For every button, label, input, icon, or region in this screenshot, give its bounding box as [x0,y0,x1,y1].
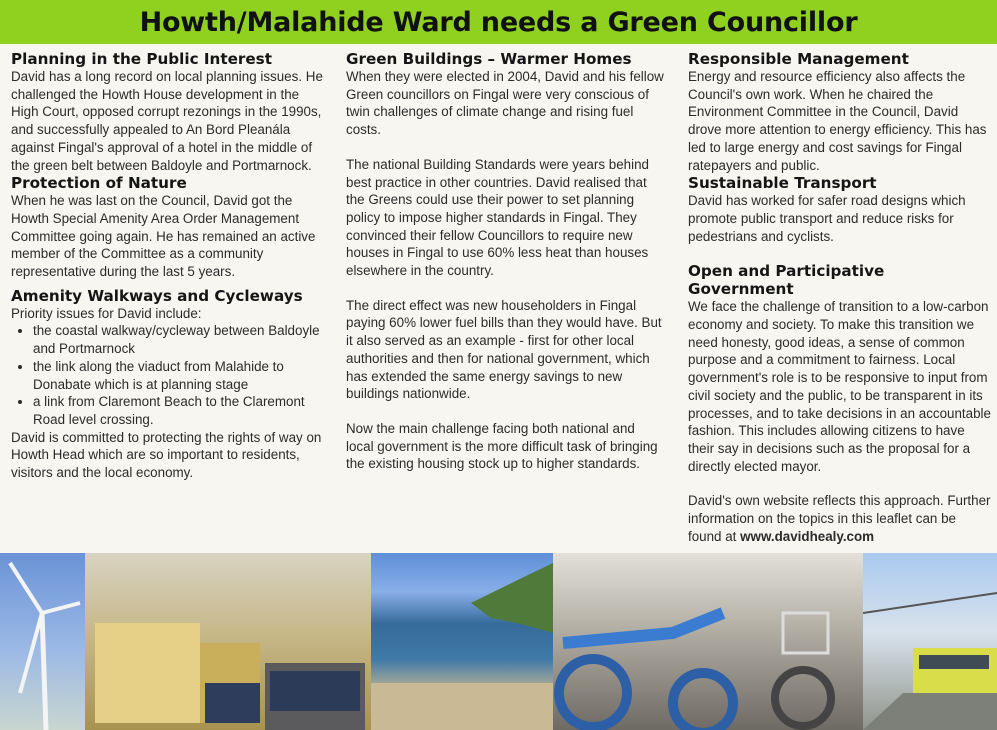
page-title: Howth/Malahide Ward needs a Green Councillor [139,6,858,38]
list-item: • a link from Claremont Beach to the Claremont Road level crossing. [33,393,329,428]
buildings-solar-panels-icon [85,553,371,730]
column-right [688,50,993,545]
paragraph-challenge: Now the main challenge facing both national and local government is the more difficult task of bringing the existing housing stock up to higher standards. [346,420,658,472]
heading-transport: Sustainable Transport [688,174,877,193]
wind-turbine-icon [0,553,85,730]
column-middle [346,50,666,473]
paragraph-transport: David has worked for safer road designs which promote public transport and reduce risks for pedestrians and cyclists. [688,193,966,244]
paragraph-responsible: Energy and resource efficiency also affects the Council's own work. When he chaired the Environment Committee in the Council, David drove more attention to energy efficiency. This has led to large energy and cost savings for Fingal ratepayers and public. [688,69,987,173]
website-link[interactable]: www.davidhealy.com [740,528,875,544]
paragraph-open-government: We face the challenge of transition to a low-carbon economy and society. To make this transition we need honesty, good ideas, a sense of common purpose and a commitment to fairness. Local government's role is to be responsive to input from civil society and the public, to be transparent in its processes, and to take decisions in an accountable fashion. This includes allowing citizens to have their say in decisions such as the proposal for a directly elected mayor. [688,299,991,474]
heading-responsible: Responsible Management [688,50,909,68]
title-banner [0,0,997,44]
photo-strip [0,553,997,730]
heading-nature: Protection of Nature [11,174,187,193]
bike-share-photo [553,553,863,730]
train-station-photo [863,553,997,730]
paragraph-effect: The direct effect was new householders in Fingal paying 60% lower fuel bills than they would have. But it also served as an example - first for other local authorities and then for national government, which has extended the same energy savings to new buildings nationwide. [346,297,662,402]
green-buildings-photo [85,553,371,730]
paragraph-planning: David has a long record on local planning issues. He challenged the Howth House development in the High Court, opposed corrupt rezonings in the 1990s, and successfully appealed to An Bord Pleanála against Fingal's approval of a hotel in the middle of the green belt between Baldoyle and Portmarnock. [11,69,323,173]
paragraph-priority: Priority issues for David include: [11,305,202,321]
priority-list [11,322,329,428]
list-item: • the coastal walkway/cycleway between Baldoyle and Portmarnock [33,322,329,357]
paragraph-website [688,492,993,545]
paragraph-standards: The national Building Standards were years behind best practice in other countries. David realised that the Greens could use their power to set planning policy to impose higher standards in Fingal. They convinced their fellow Councillors to require new houses in Fingal to use 60% less heat than houses elsewhere in the country. [346,156,649,279]
heading-open-government: Open and Participative Government [688,262,885,299]
heading-planning: Planning in the Public Interest [11,50,272,68]
paragraph-nature: When he was last on the Council, David got the Howth Special Amenity Area Order Management Committee going again. He has remained an active member of the Committee as a community representative during the last 5 years. [11,193,316,280]
heading-walkways: Amenity Walkways and Cycleways [11,286,303,305]
column-left [11,50,329,482]
wind-turbine-photo [0,553,85,730]
list-item: • the link along the viaduct from Malahide to Donabate which is at planning stage [33,358,329,393]
train-icon [863,553,997,730]
paragraph-elected: When they were elected in 2004, David and his fellow Green councillors on Fingal were very conscious of twin challenges of climate change and rising fuel costs. [346,69,664,138]
heading-green-buildings: Green Buildings – Warmer Homes [346,50,632,68]
paragraph-rights: David is committed to protecting the rights of way on Howth Head which are so important to residents, visitors and the local economy. [11,429,322,481]
website-text: David's own website reflects this approach. Further information on the topics in this leaflet can be found at [688,493,991,544]
bicycle-icon [553,553,863,730]
beach-icon [371,553,553,730]
beach-photo [371,553,553,730]
